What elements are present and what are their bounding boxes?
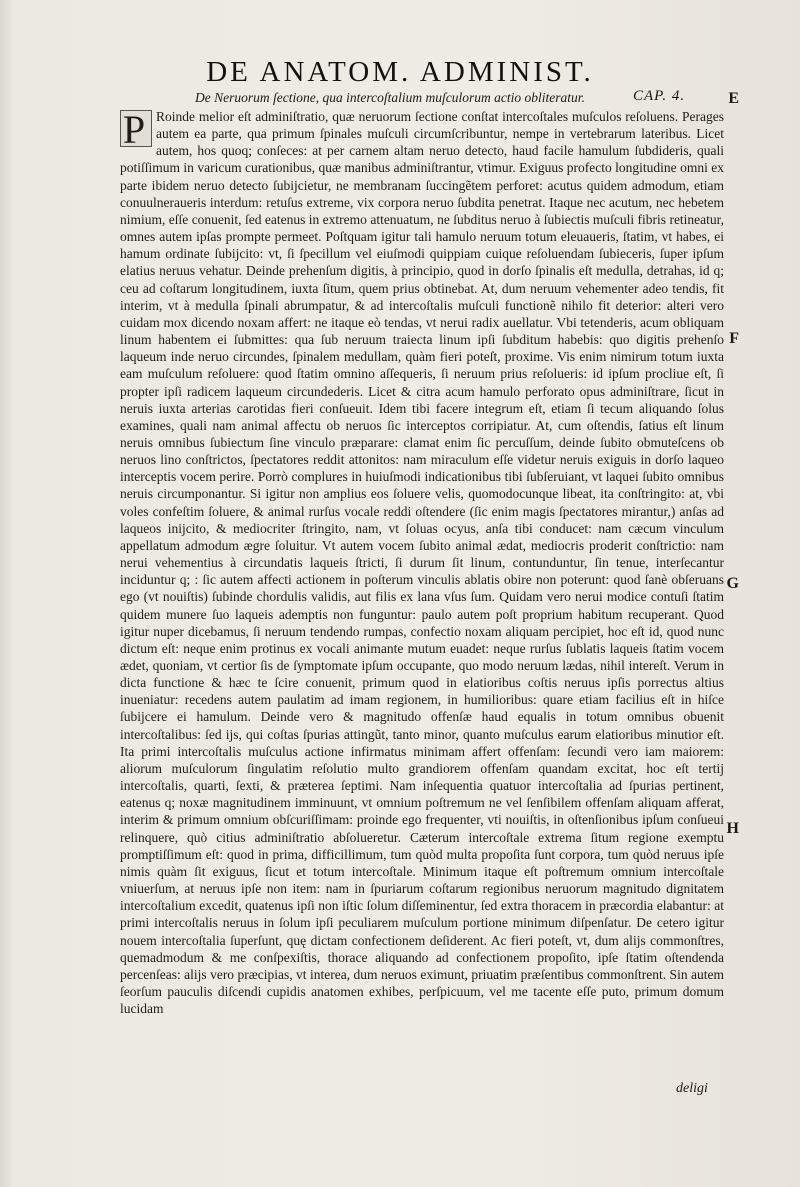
chapter-subheading: De Neruorum ſectione, qua intercoſtalium muſculorum actio obliteratur. [195, 90, 585, 105]
running-title: DE ANATOM. ADMINIST. [206, 56, 594, 88]
catchword: deligi [676, 1081, 708, 1096]
margin-letter-e: E [728, 90, 739, 107]
chapter-number: CAP. 4. [633, 88, 686, 104]
body-text [120, 108, 724, 1017]
drop-cap: P [120, 110, 152, 147]
paragraph [120, 108, 724, 1017]
margin-letter-h: H [726, 820, 739, 837]
margin-letter-f: F [729, 330, 739, 347]
margin-letter-g: G [726, 575, 739, 592]
paragraph-text: Roinde melior eſt adminiſtratio, quæ neruorum ſectione conſtat intercoſtales muſculos reſoluens. Perages autem ea parte, qua primum ſpinales muſculi circumſcribuntur, nempe in vertebrarum lateribus. Licet autem, hos quoq; conſeces: at per carnem altam neruo detecto, haud facile hamulum ſubdideris, quali potiſſimum in varicum curationibus, quæ manibus adminiſtrantur, vtimur. Exiguus profecto longitudine omni ex parte ibidem neruo detecto ſubijcietur, ne membranam ſuccingẽtem perforet: acutus quidem admodum, etiam conuulneraueris interdum: retuſus extreme, vix corpora neruo ſubdita penetrat. Itaque nec acutum, nec hebetem nimium, eſſe conuenit, ſed eatenus in extremo attenuatum, ne ſubditus neruo à ſubiectis muſculi fibris retineatur, omnes autem ipſas prompte permeet. Poſtquam igitur tali hamulo neruum totum eleuaueris, ſtatim, vt habes, ei hamum ordinate ſubijcito: vt, ſi ſpecillum vel eiuſmodi quippiam cuique reſoluendam ſubieceris, ſuper ipſum elatius neruus vehatur. Deinde prehenſum digitis, à principio, quod in dorſo ſpinalis eſt medulla, detrahas, id q; ceu ad coſtarum longitudinem, iuxta ſitum, quem prius obtinebat. At, dum neruum vehementer adeo tendis, fit interim, vt à medulla ſpinali abrumpatur, & ad intercoſtalis muſculi functionẽ nihilo fit deterior: alteri vero cuidam mox dicendo noxam affert: ne itaque eò tendas, vt nerui radix auellatur. Vbi tetenderis, acum obliquam linum habentem ei ſubmittes: qua ſub neruum traiecta linum ipſi ſubditum habebis: quo digitis prehenſo laqueum inde neruo circundes, ſpinalem medullam, quàm fieri poteſt, proxime. Vis enim nimirum totum iuxta eam muſculum reſoluere: quod ſtatim omnino aſſequeris, ſi neruum prius reſolueris: id ipſum procliue eſt, ſi propter ipſi radicem laqueum circundederis. Licet & citra acum hamulo perforato opus adminiſtrare, ſicut in neruis iuxta arterias carotidas fieri conſueuit. Idem tibi facere integrum eſt, etiam ſi tecum aliquando ſolus examines, quali nam animal affectu ob neruos ſic interceptos corripiatur. At, cum oſtendis, ſatius eſt linum neruis omnibus ſubiectum ſine vinculo præparare: clamat enim ſic percuſſum, deinde ſubito obmuteſcens ob neruos lino conſtrictos, ſpectatores reddit attonitos: nam miraculum eſſe videtur neruis exiguis in dorſo laqueo interceptis vocem perire. Porrò complures in huiuſmodi indicationibus tibi ſubſeruiant, vt laquei ſubito omnibus neruis circumponantur. Si igitur non amplius eos ſoluere velis, quomodocunque libeat, ita conſtringito: at, vbi voles confeſtim ſoluere, & animal rurſus vocale reddi oſtendere (ſic enim magis ſpectatores mirantur,) anſas ad laqueos inijcito, & mediocriter ſtringito, nam, vt ſoluas ocyus, anſa tibi conducet: nam cæcum vinculum appellatum admodum ægre ſoluitur. Vt autem vocem ſubito animal ædat, mediocris proderit conſtrictio: nam nerui vehementius à circundatis laqueis ſtricti, ſi durum ſit linum, contunduntur, ſin tenue, interſecantur inciduntur q; : ſic autem affecti actionem in poſterum vinculis ablatis obire non poterunt: quod ſanè obſeruans ego (vt nouiſtis) ſubinde chordulis validis, aut filis ex lana vſus ſum. Quidam vero nerui modice contuſi ſtatim quidem munere ſuo laqueis ademptis non funguntur: paulo autem poſt proprium habitum recuperant. Quod igitur nuper dicebamus, ſi neruum tendendo rumpas, confectio noxam aliquam percipiet, hoc eſt id, quod nunc dictum eſt: neque enim protinus ex vocali animante mutum euadet: neque rurſus ſublatis laqueis ſtatim vocem ædet, quoniam, vt certior ſis de ſymptomate ipſum occupante, quo modo neruum lædas, nihil intereſt. Verum in dicta functione & hæc te ſcire conuenit, primum quod in elatioribus coſtis neruus ipſis porrectus altius inueniatur: recedens autem paulatim ad imam regionem, in humilioribus: quare etiam facilius eſt in hiſce ſubijcere ei hamulum. Deinde vero & magnitudo offenſæ haud equalis in totum omnibus obuenit intercoſtalibus: ſed ijs, qui coſtas ſpurias attingũt, tanto minor, quanto muſculus earum elatioribus minutior eſt. Ita primi intercoſtalis muſculus actione infirmatus minimam affert offenſam: ſecundi vero iam maiorem: aliorum muſculorum ſingulatim reſolutio multo grandiorem offenſam quandam excitat, hoc eſt tertij intercoſtalis, quarti, ſexti, & præterea ſeptimi. Nam inſequentia quatuor intercoſtalia ad ſpurias pertinent, eatenus q; noxæ magnitudinem imminuunt, vt omnium poſtremum ne vel ſenſibilem offenſam aliquam afferat, interim & primum omnium obſcuriſſimam: proinde ego frequenter, vti nouiſtis, in oſtenſionibus ipſum conſueui relinquere, quò citius adminiſtratio abſolueretur. Cæterum intercoſtale extrema ſitum regione exemptu promptiſſimum eſt: quod in prima, difficillimum, tum quòd multa propoſita ſunt corpora, tum quòd neruus ipſe nimis quàm ſit exiguus, ſicut et totum intercoſtale. Minimum itaque eſt poſtremum omnium intercoſtale vniuerſum, at neruus ipſe non item: nam in ſpuriarum coſtarum regionibus neruorum magnitudo dignitatem intercoſtalium excedit, quatenus ipſi non iſtic ſolum diſſeminentur, ſed extra thoracem in præcordia elabantur: at primi intercoſtalis neruus in ſolum ipſi peculiarem muſculum portione minimum diſpenſatur. De cetero igitur nouem intercoſtalia ſuperſunt, quę dictam confectionem deſiderent. Ac fieri poteſt, vt, dum alijs commonſtres, quemadmodum & me conſpexiſtis, thorace aliquando ad confectionem propoſito, ipſe ſtatim oſtendenda percenſeas: alijs vero præcipias, vt interea, dum neruos eximunt, priuatim præſentibus commonſtrent. Sin autem ſeorſum pauculis diſcendi cupidis anatomen exhibes, perſpicuum, vel me tacente eſſe puto, primum domum lucidam [120, 109, 724, 1017]
